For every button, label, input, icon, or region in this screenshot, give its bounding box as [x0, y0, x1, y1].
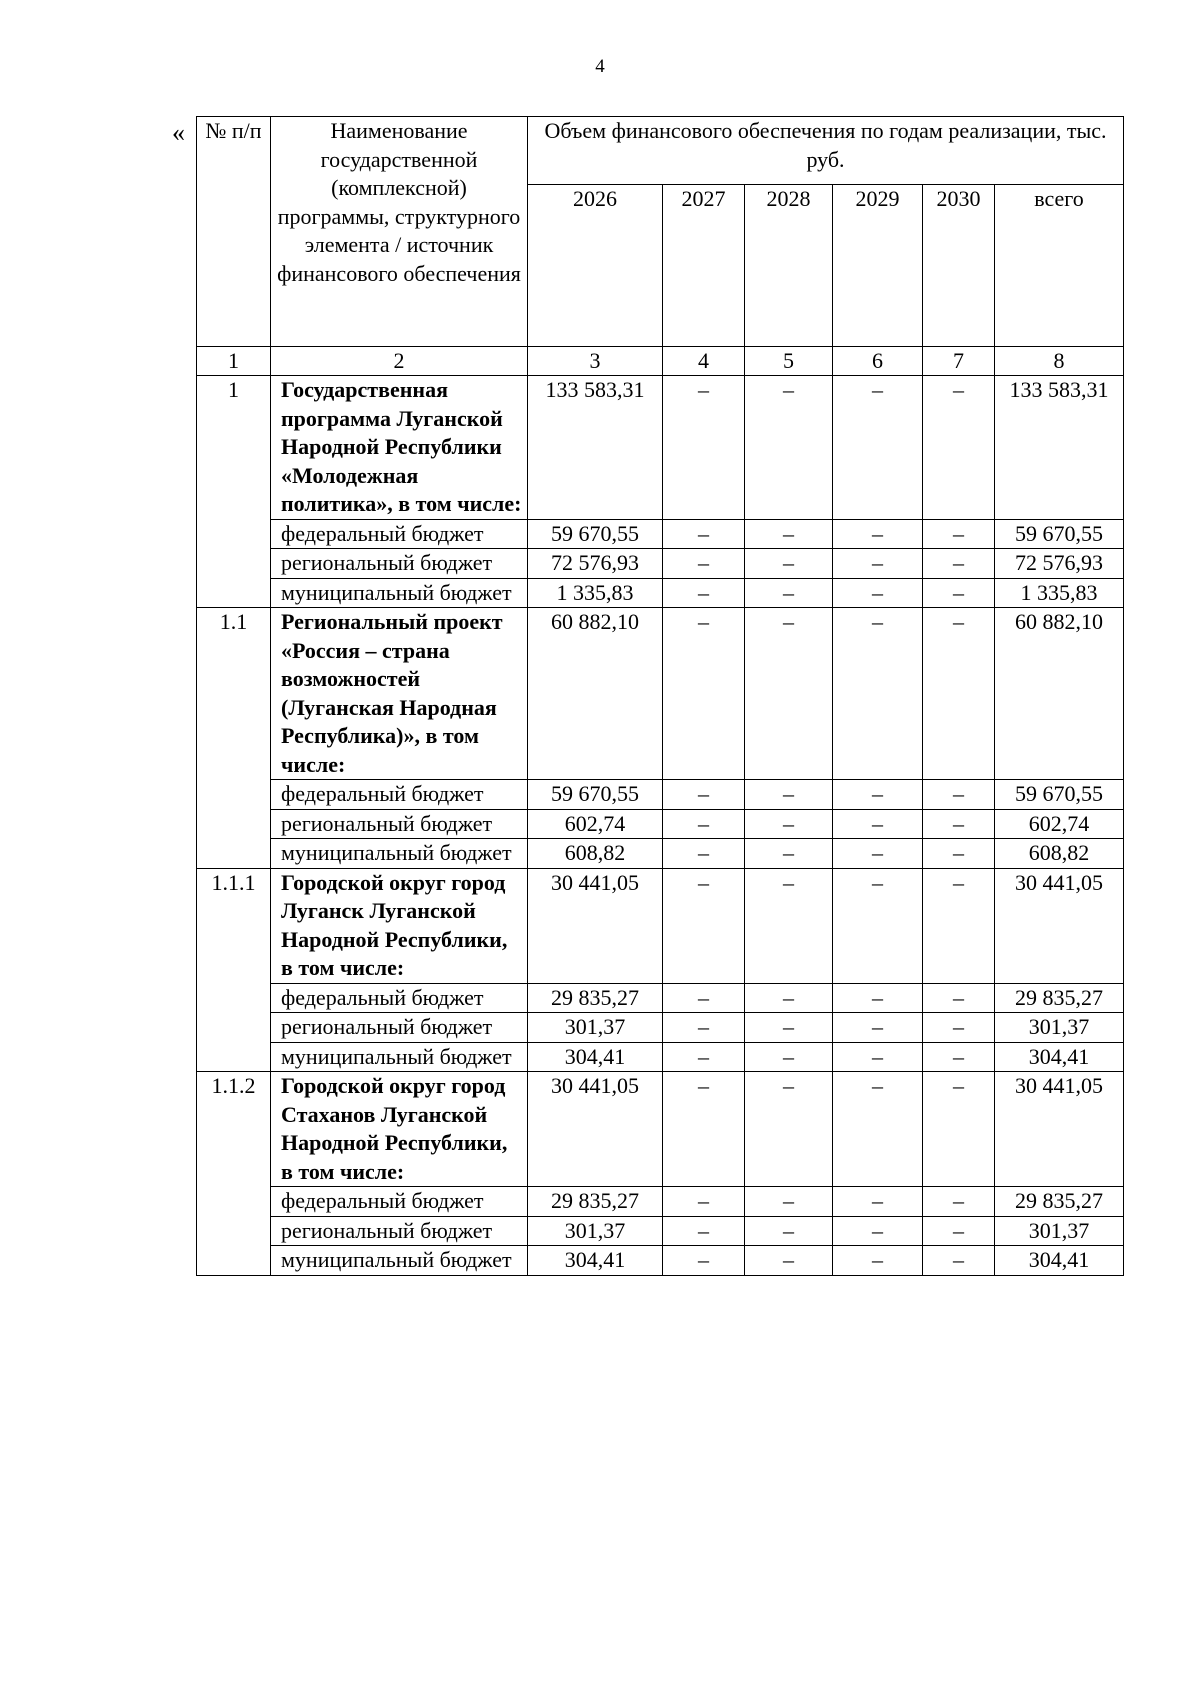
program-row — [197, 608, 1124, 780]
year-value: – — [663, 868, 745, 983]
header-volume: Объем финансового обеспечения по годам реализации, тыс. руб. — [528, 117, 1124, 185]
year-value: – — [833, 376, 923, 520]
year-value: – — [663, 1072, 745, 1187]
year-value: – — [745, 549, 833, 579]
year-value: – — [745, 1013, 833, 1043]
year-value: – — [833, 608, 923, 780]
year-value: – — [833, 1246, 923, 1276]
year-value: 29 835,27 — [528, 1187, 663, 1217]
year-value: – — [663, 809, 745, 839]
year-value: – — [833, 1216, 923, 1246]
year-value: – — [923, 376, 995, 520]
year-value: – — [663, 780, 745, 810]
funding-source-row — [197, 519, 1124, 549]
year-value: – — [923, 1013, 995, 1043]
funding-source-row — [197, 1013, 1124, 1043]
funding-source-name: муниципальный бюджет — [271, 839, 528, 869]
funding-source-name: федеральный бюджет — [271, 780, 528, 810]
year-value: – — [923, 780, 995, 810]
year-value: – — [833, 549, 923, 579]
year-value: – — [923, 868, 995, 983]
year-value: – — [923, 1246, 995, 1276]
year-value: – — [663, 1013, 745, 1043]
header-year: 2029 — [833, 185, 923, 347]
year-value: – — [923, 578, 995, 608]
funding-source-row — [197, 549, 1124, 579]
row-number: 1.1 — [197, 608, 271, 869]
year-value: – — [745, 1216, 833, 1246]
total-value: 304,41 — [995, 1246, 1124, 1276]
column-number: 6 — [833, 347, 923, 376]
funding-source-name: региональный бюджет — [271, 809, 528, 839]
column-number: 7 — [923, 347, 995, 376]
year-value: – — [923, 1216, 995, 1246]
total-value: 301,37 — [995, 1216, 1124, 1246]
year-value: – — [663, 1042, 745, 1072]
column-number: 8 — [995, 347, 1124, 376]
year-value: – — [745, 608, 833, 780]
funding-source-name: федеральный бюджет — [271, 1187, 528, 1217]
program-row — [197, 868, 1124, 983]
total-value: 608,82 — [995, 839, 1124, 869]
funding-source-name: муниципальный бюджет — [271, 578, 528, 608]
year-value: 59 670,55 — [528, 780, 663, 810]
year-value: 304,41 — [528, 1246, 663, 1276]
header-name: Наименование государственной (комплексной) программы, структурного элемента / источник финансового обеспечения — [271, 117, 528, 347]
row-number: 1 — [197, 376, 271, 608]
year-value: – — [745, 780, 833, 810]
year-value: – — [745, 839, 833, 869]
total-value: 301,37 — [995, 1013, 1124, 1043]
year-value: – — [663, 608, 745, 780]
year-value: – — [833, 1072, 923, 1187]
funding-source-row — [197, 1246, 1124, 1276]
total-value: 30 441,05 — [995, 1072, 1124, 1187]
year-value: – — [923, 839, 995, 869]
year-value: – — [663, 1187, 745, 1217]
year-value: – — [663, 549, 745, 579]
header-year: 2027 — [663, 185, 745, 347]
year-value: – — [923, 1072, 995, 1187]
program-row — [197, 1072, 1124, 1187]
year-value: – — [663, 983, 745, 1013]
year-value: – — [833, 839, 923, 869]
program-title: Региональный проект «Россия – страна возможностей (Луганская Народная Республика)», в том числе: — [271, 608, 528, 780]
year-value: – — [745, 578, 833, 608]
year-value: 30 441,05 — [528, 1072, 663, 1187]
year-value: 608,82 — [528, 839, 663, 869]
year-value: – — [833, 1013, 923, 1043]
column-number: 3 — [528, 347, 663, 376]
year-value: – — [833, 983, 923, 1013]
year-value: – — [663, 1246, 745, 1276]
financing-table-body — [197, 117, 1124, 1276]
header-num: № п/п — [197, 117, 271, 347]
year-value: – — [833, 1187, 923, 1217]
funding-source-row — [197, 578, 1124, 608]
total-value: 72 576,93 — [995, 549, 1124, 579]
year-value: – — [923, 1042, 995, 1072]
funding-source-row — [197, 983, 1124, 1013]
year-value: – — [923, 1187, 995, 1217]
column-number: 4 — [663, 347, 745, 376]
year-value: – — [745, 1042, 833, 1072]
header-year: 2026 — [528, 185, 663, 347]
funding-source-name: региональный бюджет — [271, 1013, 528, 1043]
year-value: – — [663, 1216, 745, 1246]
funding-source-row — [197, 780, 1124, 810]
header-row-1 — [197, 117, 1124, 185]
year-value: – — [663, 578, 745, 608]
year-value: – — [663, 839, 745, 869]
row-number: 1.1.1 — [197, 868, 271, 1072]
program-title: Городской округ город Луганск Луганской Народной Республики, в том числе: — [271, 868, 528, 983]
year-value: 72 576,93 — [528, 549, 663, 579]
column-number-row — [197, 347, 1124, 376]
year-value: – — [663, 376, 745, 520]
funding-source-name: муниципальный бюджет — [271, 1042, 528, 1072]
column-number: 5 — [745, 347, 833, 376]
year-value: 29 835,27 — [528, 983, 663, 1013]
opening-quote-mark: « — [172, 118, 185, 147]
total-value: 133 583,31 — [995, 376, 1124, 520]
year-value: 301,37 — [528, 1013, 663, 1043]
year-value: 60 882,10 — [528, 608, 663, 780]
funding-source-name: федеральный бюджет — [271, 519, 528, 549]
funding-source-row — [197, 839, 1124, 869]
row-number: 1.1.2 — [197, 1072, 271, 1276]
year-value: – — [745, 1187, 833, 1217]
year-value: – — [833, 1042, 923, 1072]
total-value: 30 441,05 — [995, 868, 1124, 983]
year-value: – — [923, 519, 995, 549]
year-value: 1 335,83 — [528, 578, 663, 608]
header-total: всего — [995, 185, 1124, 347]
year-value: – — [833, 578, 923, 608]
funding-source-name: муниципальный бюджет — [271, 1246, 528, 1276]
total-value: 60 882,10 — [995, 608, 1124, 780]
year-value: 304,41 — [528, 1042, 663, 1072]
year-value: – — [923, 983, 995, 1013]
year-value: – — [923, 549, 995, 579]
year-value: – — [745, 1246, 833, 1276]
column-number: 2 — [271, 347, 528, 376]
total-value: 29 835,27 — [995, 1187, 1124, 1217]
funding-source-name: федеральный бюджет — [271, 983, 528, 1013]
financing-table — [196, 116, 1124, 1276]
funding-source-name: региональный бюджет — [271, 1216, 528, 1246]
funding-source-name: региональный бюджет — [271, 549, 528, 579]
year-value: – — [833, 519, 923, 549]
header-year: 2028 — [745, 185, 833, 347]
program-title: Государственная программа Луганской Народной Республики «Молодежная политика», в том числе: — [271, 376, 528, 520]
year-value: – — [745, 983, 833, 1013]
year-value: 30 441,05 — [528, 868, 663, 983]
total-value: 59 670,55 — [995, 519, 1124, 549]
funding-source-row — [197, 809, 1124, 839]
year-value: 602,74 — [528, 809, 663, 839]
year-value: 301,37 — [528, 1216, 663, 1246]
year-value: – — [663, 519, 745, 549]
column-number: 1 — [197, 347, 271, 376]
year-value: 59 670,55 — [528, 519, 663, 549]
year-value: – — [833, 780, 923, 810]
program-row — [197, 376, 1124, 520]
funding-source-row — [197, 1042, 1124, 1072]
year-value: – — [745, 868, 833, 983]
year-value: – — [923, 809, 995, 839]
total-value: 29 835,27 — [995, 983, 1124, 1013]
year-value: 133 583,31 — [528, 376, 663, 520]
total-value: 602,74 — [995, 809, 1124, 839]
year-value: – — [745, 809, 833, 839]
program-title: Городской округ город Стаханов Луганской Народной Республики, в том числе: — [271, 1072, 528, 1187]
year-value: – — [745, 519, 833, 549]
total-value: 59 670,55 — [995, 780, 1124, 810]
funding-source-row — [197, 1187, 1124, 1217]
page-number: 4 — [595, 56, 605, 77]
year-value: – — [923, 608, 995, 780]
year-value: – — [833, 809, 923, 839]
total-value: 1 335,83 — [995, 578, 1124, 608]
funding-source-row — [197, 1216, 1124, 1246]
year-value: – — [745, 376, 833, 520]
total-value: 304,41 — [995, 1042, 1124, 1072]
year-value: – — [833, 868, 923, 983]
year-value: – — [745, 1072, 833, 1187]
header-year: 2030 — [923, 185, 995, 347]
